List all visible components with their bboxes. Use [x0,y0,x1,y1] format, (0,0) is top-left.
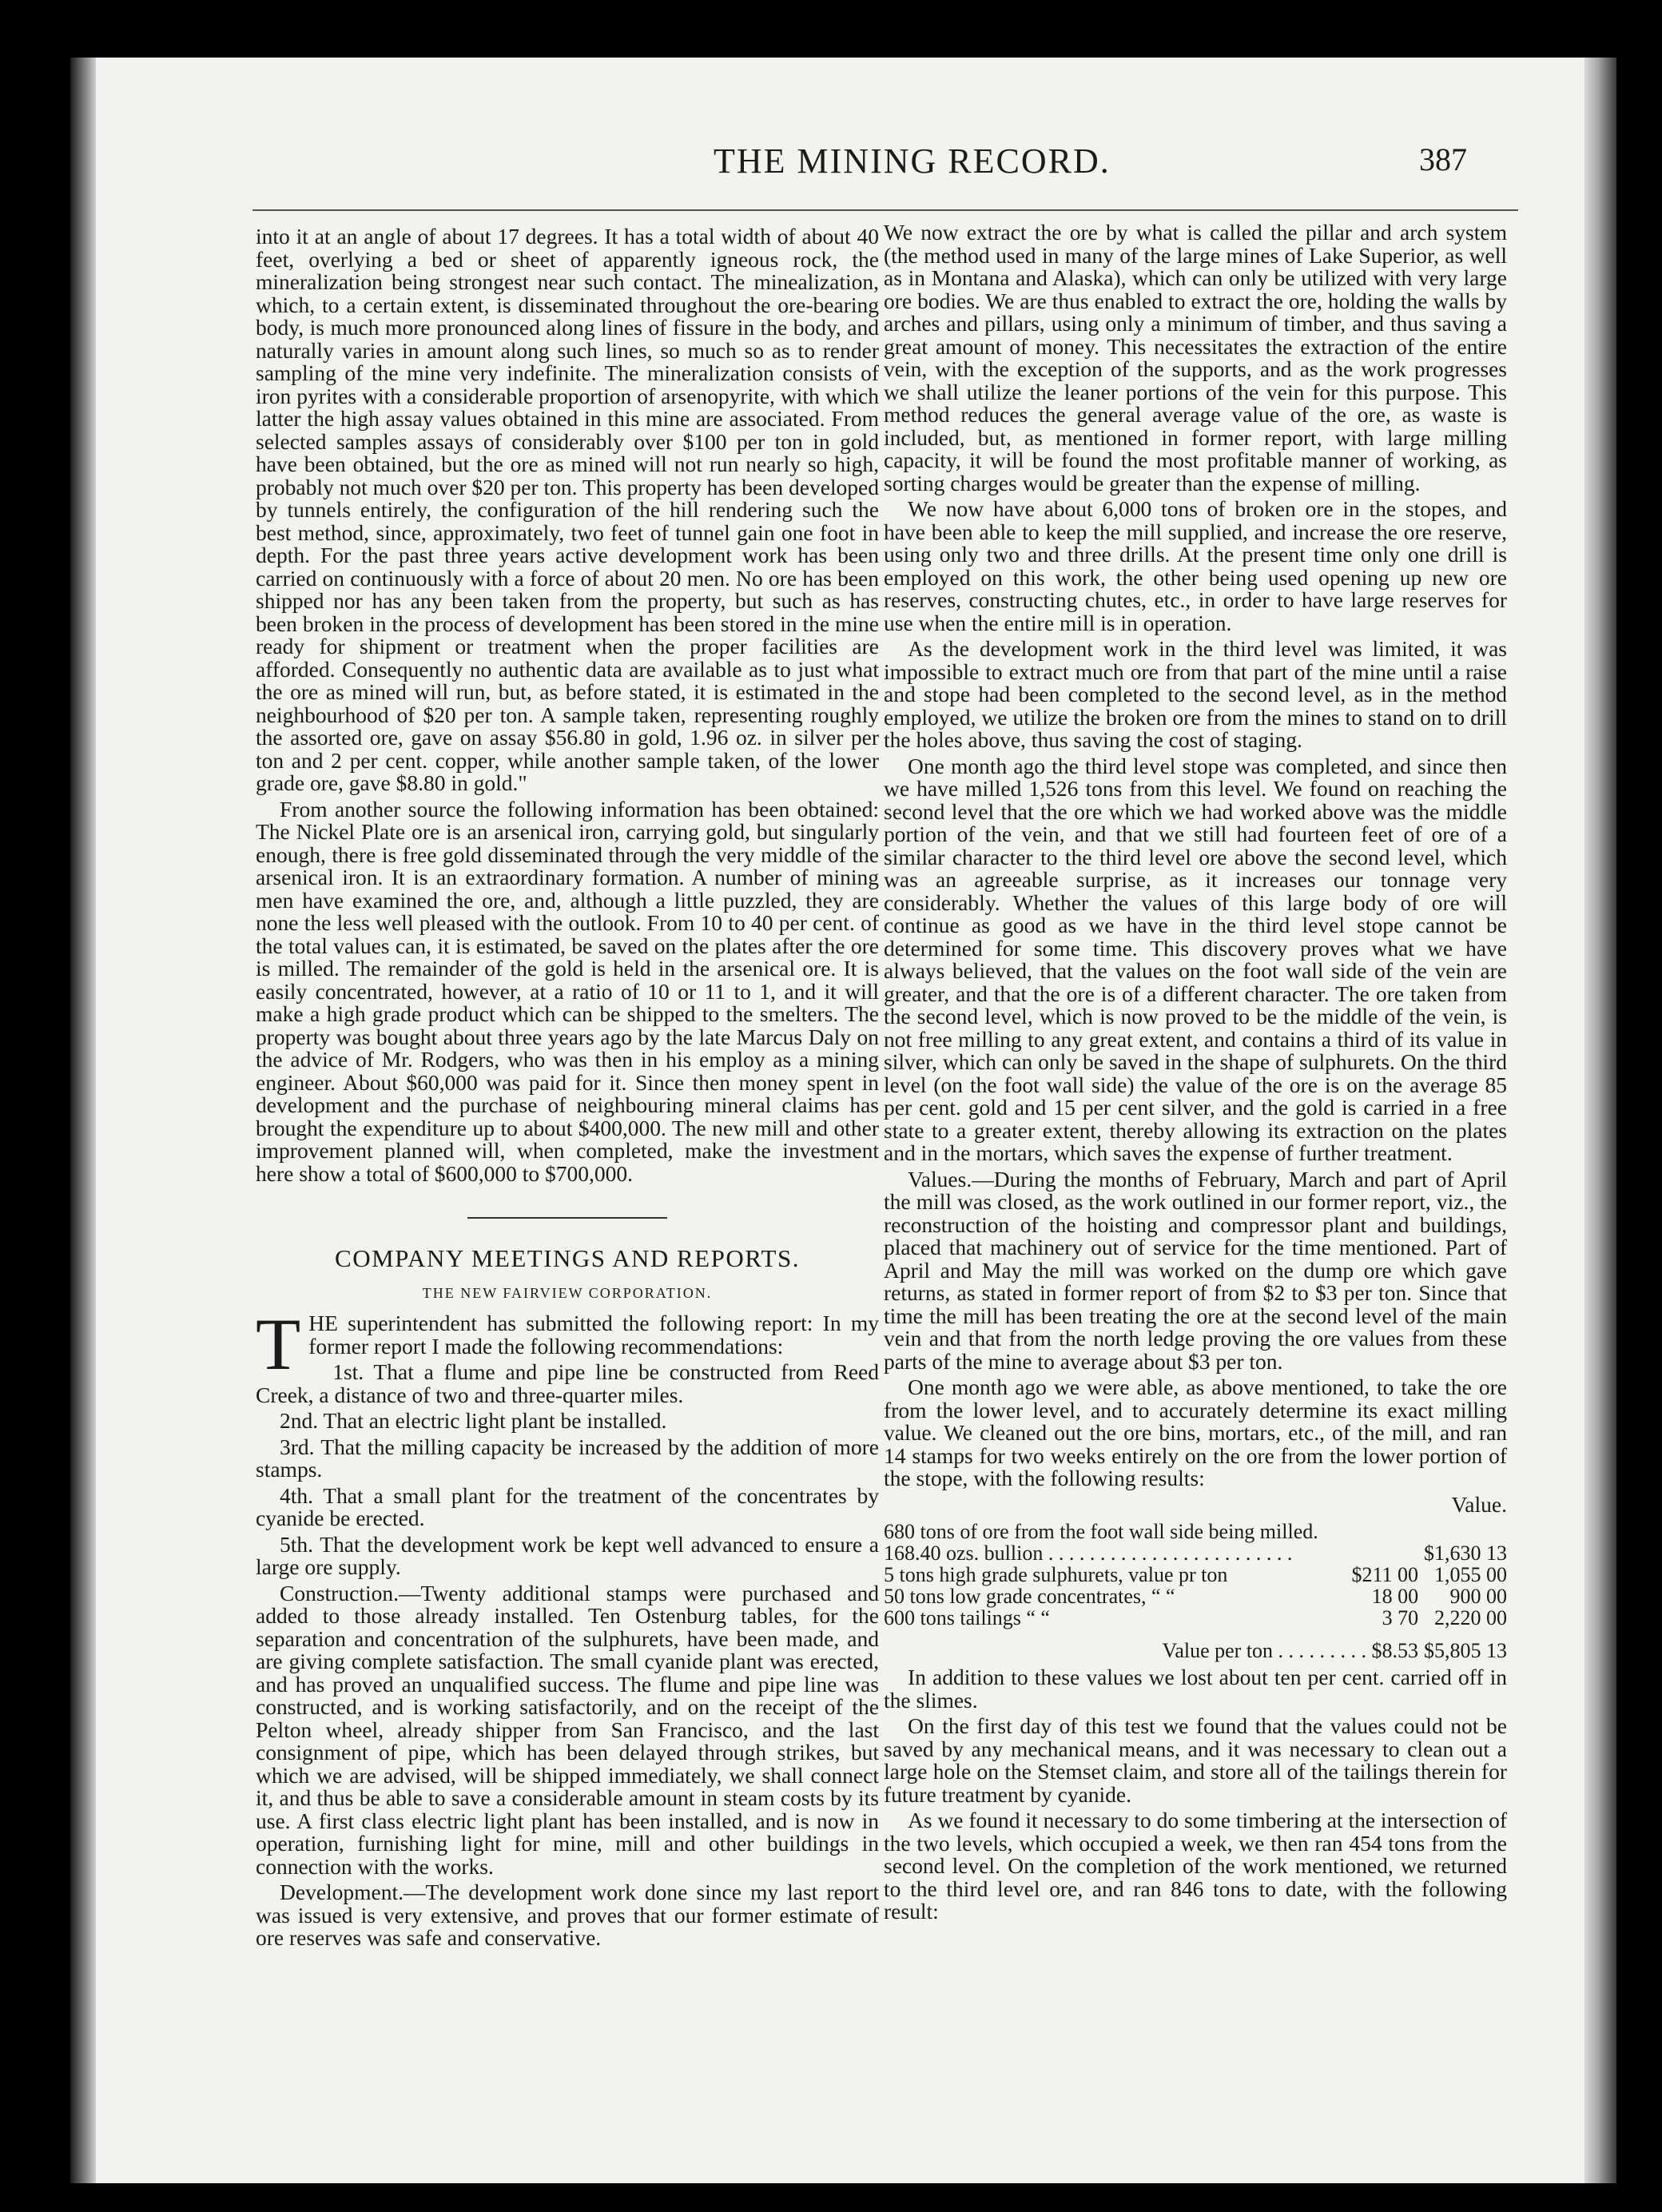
paragraph: 3rd. That the milling capacity be increased by the addition of more stamps. [256,1434,879,1482]
section-divider [467,1217,667,1219]
drop-cap: T [256,1303,301,1385]
table-total-value: $5,805 13 [1424,1639,1507,1662]
table-cell: $211 00 [1351,1563,1419,1586]
table-row [884,1521,1507,1542]
results-table [884,1521,1507,1661]
table-row [884,1564,1507,1585]
left-column [256,225,879,1953]
paragraph: 4th. That a small plant for the treatment of the concentrates by cyanide be erected. [256,1482,879,1530]
table-cell [1347,1542,1418,1564]
table-cell: 18 00 [1371,1585,1419,1608]
running-title: THE MINING RECORD. [714,141,1111,181]
paragraph: One month ago the third level stope was completed, and since then we have milled 1,526 tons from this level. We found on reaching the second level that the ore which we had worked above was the middle portion of the vein, and that we still had fourteen feet of ore of a similar character to the third level ore above the second level, which was an agreeable surprise, as it increases our tonnage very considerably. Whether the values of this large body of ore will continue as good as we have in the third level stope cannot be determined for some time. This discovery proves what we have always believed, that the values on the foot wall side of the vein are greater, and that the ore is of a different character. The ore taken from the second level, which is now proved to be the middle of the vein, is not free milling to any great extent, and contains a third of its value in silver, which can only be saved in the shape of sulphurets. On the third level (on the foot wall side) the value of the ore is on the average 85 per cent. gold and 15 per cent silver, and the gold is carried in a free state to a greater extent, thereby allowing its extraction on the plates and in the mortars, which saves the expense of further treatment. [884,753,1507,1165]
header-rule [252,209,1518,211]
paragraph: As the development work in the third level was limited, it was impossible to extract much ore from that part of the mine until a raise and stope had been completed to the second level, as in the method employed, we utilize the broken ore from the mines to stand on to drill the holes above, thus saving the cost of staging. [884,636,1507,752]
page-number: 387 [1419,141,1467,177]
table-row [884,1607,1507,1629]
value-column-header: Value. [1451,1491,1507,1517]
table-total-label: Value per ton . . . . . . . . . $8.53 [1162,1639,1419,1662]
paragraph: 2nd. That an electric light plant be installed. [280,1408,667,1433]
paragraph: into it at an angle of about 17 degrees. It has a total width of about 40 feet, overlying a bed or sheet of apparently igneous rock, the mineralization being strongest near such contact. The minealization, which, to a certain extent, is disseminated throughout the ore-bearing body, is much more pronounced along lines of fissure in the body, and naturally varies in amount along such lines, so much so as to render sampling of the mine very indefinite. The mineralization consists of iron pyrites with a considerable proportion of arsenopyrite, with which latter the high assay values obtained in this mine are associated. From selected samples assays of considerably over $100 per ton in gold have been obtained, but the ore as mined will not run nearly so high, probably not much over $20 per ton. This property has been developed by tunnels entirely, the configuration of the hill rendering such the best method, since, approximately, two feet of tunnel gain one foot in depth. For the past three years active development work has been carried on continuously with a force of about 20 men. No ore has been shipped nor has any been taken from the property, but such as has been broken in the process of development has been stored in the mine ready for shipment or treatment when the proper facilities are afforded. Consequently no authentic data are available as to just what the ore as mined will run, but, as before stated, it is estimated in the neighbourhood of $20 per ton. A sample taken, representing roughly the assorted ore, gave on assay $56.80 in gold, 1.96 oz. in silver per ton and 2 per cent. copper, while another sample taken, of the lower grade ore, gave $8.80 in gold." [256,224,879,795]
paragraph: One month ago we were able, as above mentioned, to take the ore from the lower level, and to accurately determine its exact milling value. We cleaned out the ore bins, mortars, etc., of the mill, and ran 14 stamps for two weeks entirely on the ore from the lower portion of the stope, with the following results: [884,1375,1507,1490]
table-row [884,1585,1507,1607]
table-cell: 600 tons tailings “ “ [884,1606,1050,1629]
section-heading: COMPANY MEETINGS AND REPORTS. [335,1244,800,1272]
paragraph: Construction.—Twenty additional stamps were purchased and added to those already installed. Ten Ostenburg tables, for the separation and concentration of the sulphurets, have been made, and are giving complete satisfaction. The small cyanide plant was erected, and has proved an unqualified success. The flume and pipe line was constructed, and is working satisfactorily, and on the receipt of the Pelton wheel, already shipper from San Francisco, and the last consignment of pipe, which has been delayed through strikes, but which we are advised, will be shipped immediately, we shall connect it, and thus be able to save a considerable amount in steam costs by its use. A first class electric light plant has been installed, and is now in operation, furnishing light for mine, mill and other buildings in connection with the works. [256,1580,879,1879]
page-right-edge [1584,58,1616,2183]
table-total-row [884,1629,1507,1661]
table-cell: 900 00 [1449,1585,1507,1608]
table-cell: 2,220 00 [1434,1606,1507,1629]
table-cell: 3 70 [1382,1606,1419,1629]
article-subheading: THE NEW FAIRVIEW CORPORATION. [422,1284,713,1301]
paragraph: As we found it necessary to do some timbering at the intersection of the two levels, which occupied a week, we then ran 454 tons from the second level. On the completion of the work mentioned, we returned to the third level ore, and ran 846 tons to date, with the following result: [884,1808,1507,1924]
paragraph: Values.—During the months of February, March and part of April the mill was closed, as the work outlined in our former report, viz., the reconstruction of the hoisting and compressor plant and buildings, placed that machinery out of service for the time mentioned. Part of April and May the mill was worked on the dump ore which gave returns, as stated in former report of from $2 to $3 per ton. Since that time the mill has been treating the ore at the second level of the main vein and that from the north ledge proving the ore values from these parts of the mine to average about $3 per ton. [884,1166,1507,1374]
paragraph: Development.—The development work done since my last report was issued is very extensive, and proves that our former estimate of ore reserves was safe and conservative. [256,1880,879,1950]
paragraph: In addition to these values we lost about ten per cent. carried off in the slimes. [884,1665,1507,1713]
paragraph: We now extract the ore by what is called the pillar and arch system (the method used in many of the large mines of Lake Superior, as well as in Montana and Alaska), which can only be utilized with very large ore bodies. We are thus enabled to extract the ore, holding the walls by arches and pillars, using only a minimum of timber, and thus saving a great amount of money. This necessitates the extraction of the entire vein, with the exception of the supports, and as the work progresses we shall utilize the leaner portions of the vein for this purpose. This method reduces the general average value of the ore, as waste is included, but, as mentioned in former report, with large milling capacity, it will be found the most profitable manner of working, as sorting charges would be greater than the expense of milling. [884,220,1507,495]
paragraph: On the first day of this test we found that the values could not be saved by any mechanical means, and it was necessary to clean out a large hole on the Stemset claim, and store all of the tailings therein for future treatment by cyanide. [884,1713,1507,1807]
table-cell: 50 tons low grade concentrates, “ “ [884,1585,1175,1608]
paragraph: 1st. That a flume and pipe line be constructed from Reed Creek, a distance of two and three-quarter miles. [256,1359,879,1407]
paragraph: From another source the following information has been obtained: The Nickel Plate ore is an arsenical iron, carrying gold, but singularly enough, there is free gold disseminated through the very middle of the arsenical iron. It is an extraordinary formation. A number of mining men have examined the ore, and, although a little puzzled, they are none the less well pleased with the outlook. From 10 to 40 per cent. of the total values can, it is estimated, be saved on the plates after the ore is milled. The remainder of the gold is held in the arsenical ore. It is easily concentrated, however, at a ratio of 10 or 11 to 1, and it will make a high grade product which can be shipped to the smelters. The property was bought about three years ago by the late Marcus Daly on the advice of Mr. Rodgers, who was then in his employ as a mining engineer. About $60,000 was paid for it. Since then money spent in development and the purchase of neighbouring mineral claims has brought the expenditure up to about $400,000. The new mill and other improvement planned will, when completed, make the investment here show a total of $600,000 to $700,000. [256,796,879,1186]
table-cell: 680 tons of ore from the foot wall side being milled. [884,1520,1318,1543]
table-cell: 1,055 00 [1434,1563,1507,1586]
table-cell: 168.40 ozs. bullion . . . . . . . . . . . . . . . . . . . . . . . . [884,1542,1293,1565]
book-page [70,58,1616,2183]
paragraph: We now have about 6,000 tons of broken ore in the stopes, and have been able to keep the mill supplied, and increase the ore reserve, using only two and three drills. At the present time only one drill is employed on this work, the other being used opening up new ore reserves, constructing chutes, etc., in order to have large reserves for use when the entire mill is in operation. [884,496,1507,635]
page-binding-edge [70,58,96,2183]
right-column [884,221,1507,1927]
paragraph-text: HE superintendent has submitted the following report: In my former report I made the following recommendations: [308,1311,879,1359]
table-cell [1347,1521,1418,1542]
table-cell [1418,1521,1507,1542]
paragraph: 5th. That the development work be kept well advanced to ensure a large ore supply. [256,1531,879,1579]
table-cell: $1,630 13 [1424,1542,1507,1565]
table-row [884,1542,1507,1564]
table-cell: 5 tons high grade sulphurets, value pr ton [884,1563,1228,1586]
